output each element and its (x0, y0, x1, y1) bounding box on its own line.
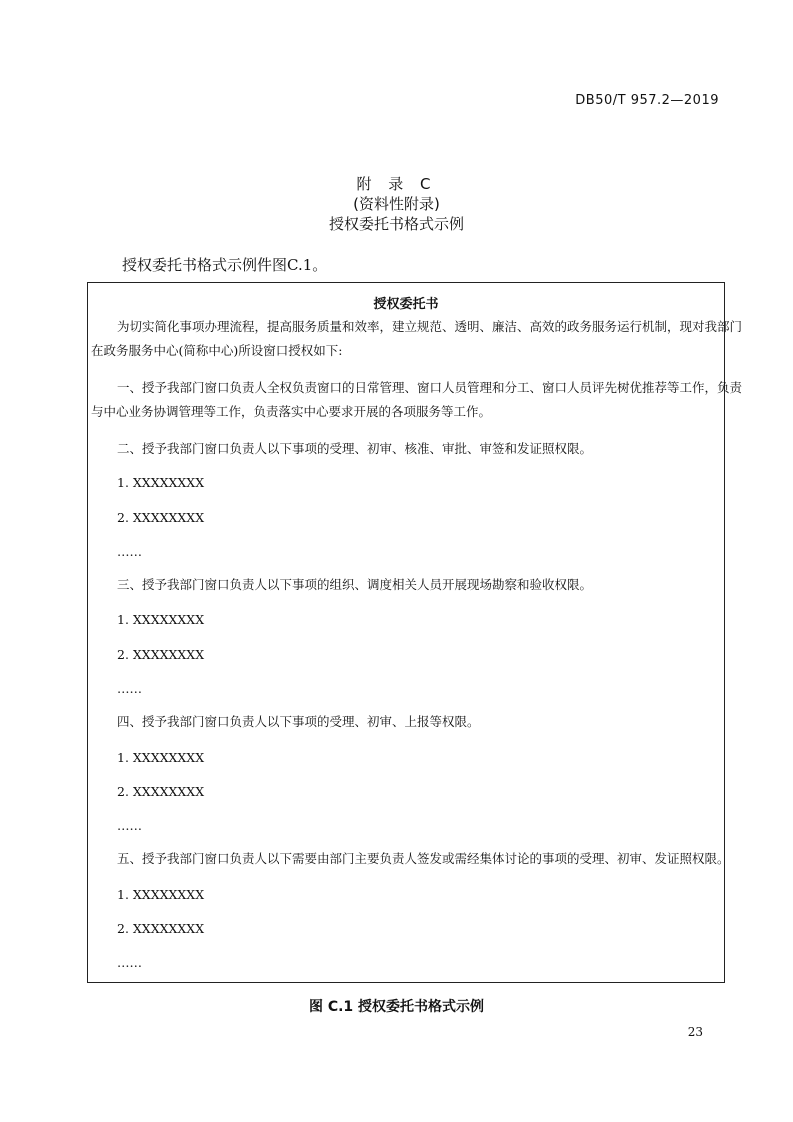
section-4-heading (91, 710, 719, 734)
letter-preamble (91, 315, 743, 363)
section-2-item: 1. XXXXXXXX (117, 475, 205, 490)
section-1-line: 与中心业务协调管理等工作，负责落实中心要求开展的各项服务等工作。 (91, 404, 492, 419)
section-4-item: 2. XXXXXXXX (117, 784, 205, 799)
document-code: DB50/T 957.2—2019 (575, 93, 719, 108)
section-5-item: 1. XXXXXXXX (117, 887, 205, 902)
section-5-ellipsis: …… (117, 955, 142, 970)
section-2-heading (91, 437, 719, 461)
intro-text: 授权委托书格式示例件图C.1。 (122, 256, 328, 274)
section-5-heading (91, 847, 730, 871)
section-3-item: 1. XXXXXXXX (117, 612, 205, 627)
section-1-line: 一、授予我部门窗口负责人全权负责窗口的日常管理、窗口人员管理和分工、窗口人员评先树优推荐等工作，负责 (117, 380, 743, 395)
section-4-heading-text: 四、授予我部门窗口负责人以下事项的受理、初审、上报等权限。 (117, 714, 480, 729)
preamble-line: 为切实简化事项办理流程，提高服务质量和效率，建立规范、透明、廉洁、高效的政务服务运行机制，现对我部门 (117, 319, 743, 334)
section-2-ellipsis: …… (117, 544, 142, 559)
appendix-name: 授权委托书格式示例 (328, 215, 464, 233)
section-3-heading (91, 573, 719, 597)
section-5-item: 2. XXXXXXXX (117, 921, 205, 936)
appendix-subtitle: (资料性附录) (353, 195, 440, 213)
section-2-item: 2. XXXXXXXX (117, 510, 205, 525)
appendix-title: 附 录 C (356, 175, 437, 193)
section-1 (91, 376, 743, 424)
figure-caption: 图 C.1 授权委托书格式示例 (308, 999, 485, 1015)
section-4-ellipsis: …… (117, 818, 142, 833)
section-3-ellipsis: …… (117, 681, 142, 696)
section-3-item: 2. XXXXXXXX (117, 647, 205, 662)
preamble-line: 在政务服务中心(简称中心)所设窗口授权如下: (91, 343, 343, 358)
authorization-letter-frame (87, 282, 743, 983)
section-3-heading-text: 三、授予我部门窗口负责人以下事项的组织、调度相关人员开展现场勘察和验收权限。 (117, 577, 593, 592)
page-number: 23 (687, 1025, 703, 1039)
appendix-heading (0, 174, 793, 234)
section-2-heading-text: 二、授予我部门窗口负责人以下事项的受理、初审、核准、审批、审签和发证照权限。 (117, 441, 593, 456)
section-5-heading-text: 五、授予我部门窗口负责人以下需要由部门主要负责人签发或需经集体讨论的事项的受理、初审、发证照权限。 (117, 851, 730, 866)
letter-title: 授权委托书 (373, 297, 439, 312)
section-4-item: 1. XXXXXXXX (117, 750, 205, 765)
